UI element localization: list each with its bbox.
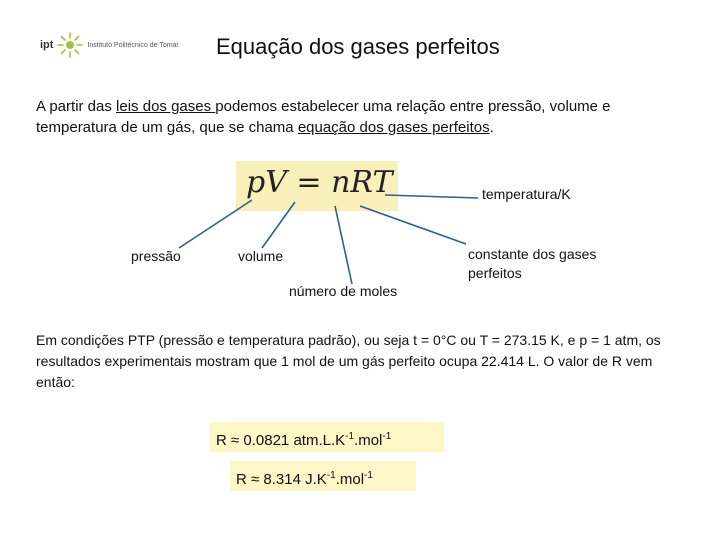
line-constant <box>360 206 466 244</box>
logo-institution-name: Instituto Politécnico de Tomar <box>87 41 179 49</box>
conditions-paragraph: Em condições PTP (pressão e temperatura padrão), ou seja t = 0°C ou T = 273.15 K, e p = 1 atm, os resultados experimentais mostram que 1 mol de um gás perfeito ocupa 22.414 L. O valor de R vem então: <box>36 332 661 390</box>
line-temperature <box>385 195 478 198</box>
label-moles: número de moles <box>289 283 398 299</box>
r-value-atm-base: R ≈ 0.0821 atm.L.K <box>216 432 346 449</box>
label-temperature: temperatura/K <box>482 186 571 202</box>
intro-text-3: . <box>489 119 494 136</box>
intro-text-2: podemos estabelecer uma relação entre pressão, volume e temperatura de um gás, que se chama <box>36 98 611 136</box>
link-gas-laws[interactable]: leis dos gases <box>116 98 216 115</box>
line-volume <box>262 202 295 248</box>
label-gas-constant <box>468 245 596 283</box>
line-pressure <box>179 200 252 248</box>
link-ideal-gas-equation[interactable]: equação dos gases perfeitos <box>297 119 490 136</box>
label-gas-constant-line1: constante dos gases <box>468 246 597 262</box>
label-gas-constant-line2: perfeitos <box>468 265 522 281</box>
ideal-gas-formula: pV = nRT <box>246 165 393 200</box>
r-value-atm-mid: .mol <box>354 432 383 449</box>
r-value-joule-mid: .mol <box>335 471 365 488</box>
r-value-atm-box <box>210 422 444 452</box>
line-moles <box>335 206 352 284</box>
r-value-atm-exp2: -1 <box>382 431 392 442</box>
intro-text-1: A partir das <box>36 98 117 115</box>
r-value-joule-exp2: -1 <box>364 470 373 481</box>
label-pressure: pressão <box>131 248 181 264</box>
r-value-joule-box <box>230 461 416 491</box>
label-volume: volume <box>238 248 284 264</box>
logo-short-text: ipt <box>40 39 54 51</box>
r-value-joule-exp1: -1 <box>326 470 336 481</box>
page-title: Equação dos gases perfeitos <box>216 34 500 59</box>
r-value-atm-exp1: -1 <box>345 431 355 442</box>
r-value-joule-base: R ≈ 8.314 J.K <box>236 471 327 488</box>
